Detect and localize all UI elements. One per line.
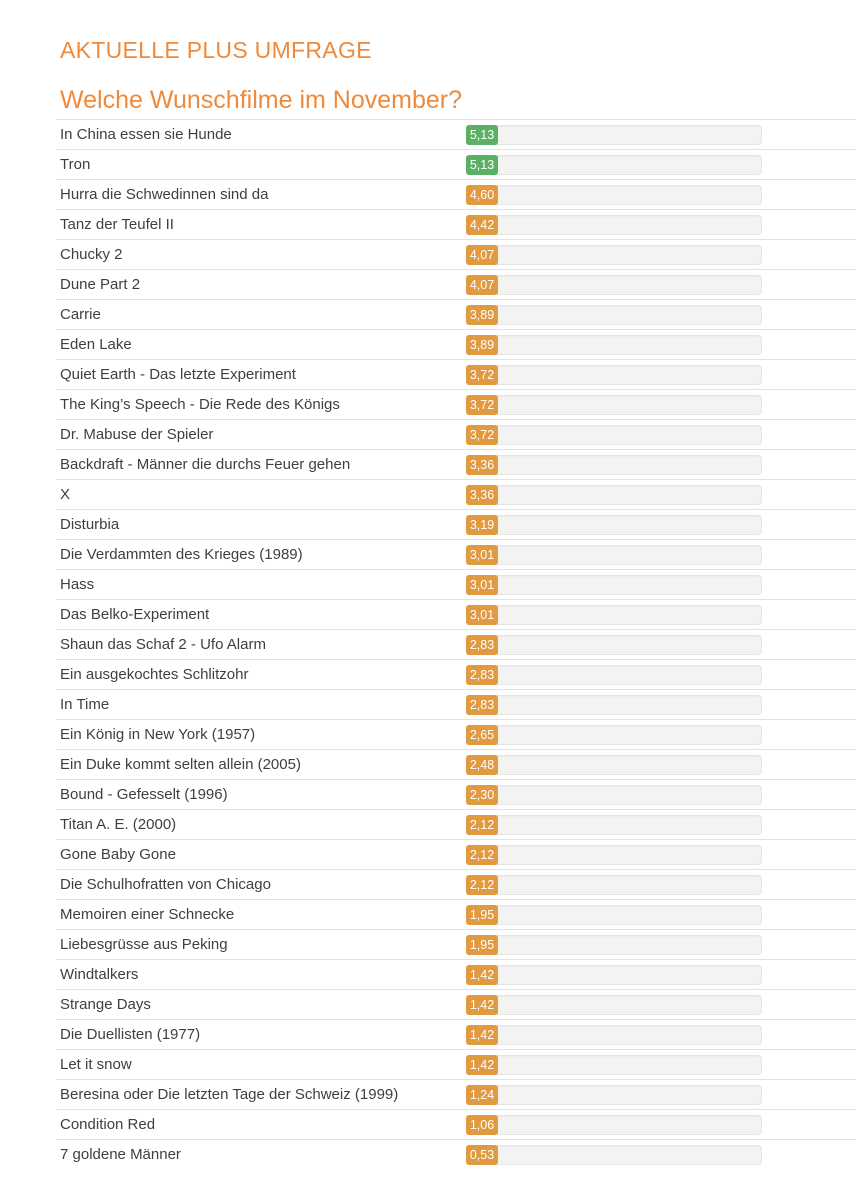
vote-value-badge: 2,12 [466,845,498,865]
movie-title: Eden Lake [60,335,132,353]
vote-bar-track [466,485,762,505]
poll-row [56,479,856,509]
poll-row [56,569,856,599]
vote-value-badge: 3,36 [466,485,498,505]
poll-row [56,1139,856,1169]
poll-row [56,239,856,269]
movie-title: Shaun das Schaf 2 - Ufo Alarm [60,635,266,653]
movie-title: Die Verdammten des Krieges (1989) [60,545,303,563]
page-title: Welche Wunschfilme im November? [60,86,462,115]
vote-bar-track [466,515,762,535]
vote-value-badge: 1,42 [466,1025,498,1045]
vote-bar-track [466,245,762,265]
vote-bar-track [466,965,762,985]
vote-bar-track [466,875,762,895]
poll-row [56,839,856,869]
vote-value-badge: 4,07 [466,275,498,295]
section-eyebrow: AKTUELLE PLUS UMFRAGE [60,37,372,63]
vote-value-badge: 3,36 [466,455,498,475]
poll-row [56,809,856,839]
poll-row [56,749,856,779]
vote-bar-track [466,785,762,805]
vote-value-badge: 2,65 [466,725,498,745]
poll-row [56,779,856,809]
movie-title: Strange Days [60,995,151,1013]
vote-value-badge: 2,48 [466,755,498,775]
vote-bar-track [466,125,762,145]
movie-title: Let it snow [60,1055,132,1073]
vote-bar-track [466,1025,762,1045]
movie-title: Dune Part 2 [60,275,141,293]
vote-bar-track [466,1085,762,1105]
movie-title: Disturbia [60,515,120,533]
vote-bar-track [466,275,762,295]
vote-value-badge: 1,95 [466,935,498,955]
movie-title: Dr. Mabuse der Spieler [60,425,214,443]
vote-value-badge: 4,07 [466,245,498,265]
vote-bar-track [466,845,762,865]
movie-title: Chucky 2 [60,245,123,263]
vote-value-badge: 2,83 [466,665,498,685]
vote-bar-track [466,695,762,715]
vote-bar-track [466,305,762,325]
movie-title: Ein König in New York (1957) [60,725,256,743]
poll-row [56,629,856,659]
poll-row [56,359,856,389]
movie-title: Bound - Gefesselt (1996) [60,785,228,803]
vote-bar-track [466,995,762,1015]
movie-title: Die Schulhofratten von Chicago [60,875,271,893]
movie-title: In Time [60,695,110,713]
vote-bar-track [466,395,762,415]
poll-row [56,689,856,719]
vote-value-badge: 1,95 [466,905,498,925]
vote-value-badge: 3,01 [466,605,498,625]
vote-bar-track [466,455,762,475]
vote-value-badge: 2,30 [466,785,498,805]
movie-title: Tron [60,155,91,173]
vote-value-badge: 1,42 [466,995,498,1015]
movie-title: Ein ausgekochtes Schlitzohr [60,665,249,683]
poll-row [56,209,856,239]
vote-bar-track [466,155,762,175]
movie-title: Hurra die Schwedinnen sind da [60,185,269,203]
movie-title: Windtalkers [60,965,139,983]
vote-bar-track [466,905,762,925]
movie-title: Memoiren einer Schnecke [60,905,235,923]
poll-row [56,1079,856,1109]
vote-bar-track [466,635,762,655]
movie-title: Quiet Earth - Das letzte Experiment [60,365,296,383]
movie-title: Hass [60,575,95,593]
poll-row [56,299,856,329]
vote-value-badge: 2,83 [466,695,498,715]
vote-bar-track [466,545,762,565]
vote-bar-track [466,365,762,385]
movie-title: Carrie [60,305,101,323]
movie-title: Tanz der Teufel II [60,215,174,233]
vote-bar-track [466,935,762,955]
poll-row [56,959,856,989]
poll-row [56,899,856,929]
poll-row [56,179,856,209]
vote-value-badge: 4,42 [466,215,498,235]
movie-title: Gone Baby Gone [60,845,176,863]
poll-row [56,329,856,359]
vote-bar-track [466,425,762,445]
vote-value-badge: 0,53 [466,1145,498,1165]
poll-row [56,269,856,299]
vote-value-badge: 2,12 [466,815,498,835]
vote-bar-track [466,815,762,835]
poll-row [56,119,856,149]
poll-row [56,449,856,479]
movie-title: In China essen sie Hunde [60,125,232,143]
movie-title: X [60,485,71,503]
poll-results-list [56,119,856,1169]
vote-bar-track [466,185,762,205]
vote-value-badge: 2,12 [466,875,498,895]
vote-bar-track [466,1055,762,1075]
poll-row [56,929,856,959]
vote-bar-track [466,725,762,745]
vote-value-badge: 3,72 [466,425,498,445]
poll-row [56,149,856,179]
vote-value-badge: 4,60 [466,185,498,205]
vote-bar-track [466,665,762,685]
vote-bar-track [466,1115,762,1135]
poll-row [56,389,856,419]
movie-title: 7 goldene Männer [60,1145,181,1163]
poll-row [56,1109,856,1139]
vote-bar-track [466,335,762,355]
vote-value-badge: 1,42 [466,965,498,985]
movie-title: Beresina oder Die letzten Tage der Schweiz (1999) [60,1085,399,1103]
poll-row [56,599,856,629]
vote-bar-track [466,215,762,235]
vote-value-badge: 3,19 [466,515,498,535]
vote-value-badge: 3,01 [466,545,498,565]
vote-bar-track [466,1145,762,1165]
movie-title: Condition Red [60,1115,156,1133]
poll-row [56,869,856,899]
movie-title: Titan A. E. (2000) [60,815,177,833]
vote-bar-track [466,575,762,595]
movie-title: The King’s Speech - Die Rede des Königs [60,395,340,413]
page-header [0,0,856,115]
vote-value-badge: 3,01 [466,575,498,595]
vote-value-badge: 3,72 [466,365,498,385]
vote-value-badge: 3,72 [466,395,498,415]
movie-title: Das Belko-Experiment [60,605,210,623]
poll-row [56,719,856,749]
movie-title: Backdraft - Männer die durchs Feuer gehen [60,455,351,473]
vote-value-badge: 3,89 [466,305,498,325]
poll-row [56,509,856,539]
vote-bar-track [466,755,762,775]
vote-value-badge: 2,83 [466,635,498,655]
movie-title: Ein Duke kommt selten allein (2005) [60,755,301,773]
movie-title: Liebesgrüsse aus Peking [60,935,228,953]
poll-row [56,419,856,449]
poll-row [56,659,856,689]
vote-value-badge: 1,42 [466,1055,498,1075]
vote-bar-track [466,605,762,625]
poll-row [56,989,856,1019]
poll-row [56,1049,856,1079]
poll-row [56,1019,856,1049]
vote-value-badge: 5,13 [466,125,498,145]
vote-value-badge: 1,24 [466,1085,498,1105]
vote-value-badge: 5,13 [466,155,498,175]
vote-value-badge: 3,89 [466,335,498,355]
movie-title: Die Duellisten (1977) [60,1025,201,1043]
vote-value-badge: 1,06 [466,1115,498,1135]
poll-row [56,539,856,569]
